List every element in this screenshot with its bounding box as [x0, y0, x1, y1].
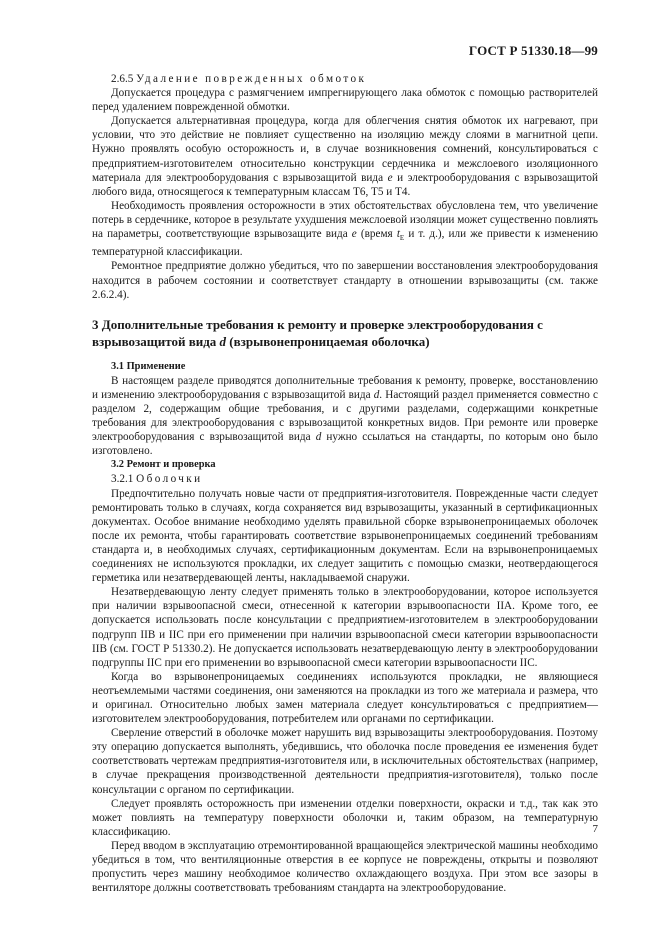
italic-symbol: d — [219, 333, 227, 349]
text-run: Допускается альтернативная процедура, когда для облегчения снятия обмоток их нагревают, при условии, что это действие не повлияет существенно на изоляцию между слоями в магнитной цепи. Нужно проявлять особую осторожность и, в случае возникновения сомнений, консультироваться с предприятием-изготовителем относительно конструкции сердечника и межслоевого изоляционного материала для электрооборудования с взрывозащитой вида — [92, 115, 598, 184]
text-run: и электрооборудования с взрывозащитой любого вида, относящегося к температурным классам Т6, Т5 и Т4. — [92, 171, 598, 198]
paragraph — [92, 199, 598, 260]
paragraph: Допускается процедура с размягчением импрегнирующего лака обмоток с помощью растворителей перед удалением поврежденной обмотки. — [92, 87, 598, 114]
text-run: В настоящем разделе приводятся дополнительные требования к ремонту, проверке, восстановлению и изменению электрооборудования с взрывозащитой вида — [92, 374, 598, 401]
italic-symbol: e — [351, 228, 357, 241]
italic-symbol: e — [387, 171, 393, 184]
text-run: и т. д.), или же привести к изменению температурной классификации. — [92, 228, 598, 259]
text-run: Необходимость проявления осторожности в этих обстоятельствах обусловлена тем, что увеличение потерь в сердечнике, которое в результате ухудшения межслоевой изоляции может существенно повлиять на параметры, соответствующие взрывозащите вида — [92, 199, 598, 241]
italic-symbol: d — [315, 431, 322, 444]
subsection-title: Удаление поврежденных обмоток — [136, 73, 367, 85]
paragraph: Перед вводом в эксплуатацию отремонтированной вращающейся электрической машины необходимо убедиться в том, что вентиляционные отверстия в ее корпусе не повреждены, открыты и позволяют пропустить через машину необходимое количество охлаждающего воздуха. При этом все зазоры в вентиляторе должны соответствовать требованиям стандарта на электрооборудование. — [92, 839, 598, 895]
text-run: нужно ссылаться на стандарты, по которым оно было изготовлено. — [92, 431, 599, 458]
page-content — [92, 72, 598, 895]
text-run: (время — [356, 228, 397, 241]
paragraph — [92, 374, 598, 459]
italic-symbol: t — [396, 228, 400, 241]
page-number: 7 — [592, 823, 598, 835]
standard-header: ГОСТ Р 51330.18—99 — [468, 43, 598, 58]
subsection-3-2-1-title — [92, 472, 598, 486]
subsection-title: Оболочки — [136, 473, 203, 486]
subsection-number: 3.2.1 — [111, 473, 134, 486]
paragraph: Когда во взрывонепроницаемых соединениях используются прокладки, не являющиеся неотъемлемыми частями соединения, они заменяются на прокладки из того же материала и размера, что и оригинал. Относительно любых замен материала следует консультироваться с предприятием—изготовителем электрооборудования, потребителем или органами по сертификации. — [92, 670, 598, 726]
text-run: . Настоящий раздел применяется совместно с разделом 2, содержащим общие требования, и с другими разделами, содержащими конкретные требования для электрооборудования с взрывозащитой конкретных видов. При ремонте или проверке электрооборудования с взрывозащитой вида — [92, 388, 598, 444]
heading-text: 3 Дополнительные требования к ремонту и проверке электрооборудования с взрывозащитой вида — [92, 316, 543, 349]
subscript: E — [399, 234, 405, 243]
subsection-2-6-5-title — [92, 72, 598, 86]
subsection-3-1-title: 3.1 Применение — [111, 360, 186, 372]
subsection-3-2-title: 3.2 Ремонт и проверка — [111, 459, 216, 471]
paragraph — [92, 114, 598, 199]
section-3-heading — [92, 316, 598, 350]
paragraph: Незатвердевающую ленту следует применять только в электрооборудовании, которое используется при наличии взрывоопасной смеси, отнесенной к категории взрывоопасности IIA. Кроме того, ее допускается использовать после консультации с предприятием-изготовителем в электрооборудовании подгрупп IIB и IIC при его применении при наличии взрывоопасной смеси категории взрывоопасности IIB (см. ГОСТ Р 51330.2). Не допускается использовать незатвердевающую ленту в электрооборудовании подгруппы IIC при его применении во взрывоопасной смеси категории взрывоопасности IIC. — [92, 586, 598, 669]
subsection-number: 2.6.5 — [111, 73, 134, 85]
heading-text: (взрывонепроницаемая оболочка) — [226, 333, 430, 349]
paragraph: Следует проявлять осторожность при изменении отделки поверхности, окраски и т.д., так как это может повлиять на температуру поверхности оболочки и, таким образом, на температурную классификацию. — [92, 797, 598, 838]
italic-symbol: d — [373, 388, 380, 401]
paragraph: Сверление отверстий в оболочке может нарушить вид взрывозащиты электрооборудования. Поэтому эту операцию допускается выполнять, убедившись, что оболочка после проведения ее изменения будет соответствовать чертежам предприятия-изготовителя или, в исключительных обстоятельствах (например, в случае прекращения производственной деятельности предприятия-изготовителя), только после консультации с органом по сертификации. — [92, 727, 598, 796]
paragraph: Предпочтительно получать новые части от предприятия-изготовителя. Поврежденные части следует ремонтировать только в случаях, когда сохраняется вид взрывозащиты, указанный в сертификационных документах. Особое внимание необходимо уделять правильной сборке взрывонепроницаемых оболочек после их ремонта, чтобы гарантировать соответствие взрывонепроницаемых соединений требованиям стандарта и, в необходимых случаях, сертификационным документам. Если на взрывонепроницаемых соединениях не используются прокладки, их следует защитить с помощью смазки, неотвердающегося герметика или незатвердевающей ленты, накладываемой снаружи. — [92, 487, 598, 585]
paragraph: Ремонтное предприятие должно убедиться, что по завершении восстановления электрооборудования находится в рабочем состоянии и соответствует стандарту в отношении взрывозащиты (см. также 2.6.2.4). — [92, 260, 598, 301]
